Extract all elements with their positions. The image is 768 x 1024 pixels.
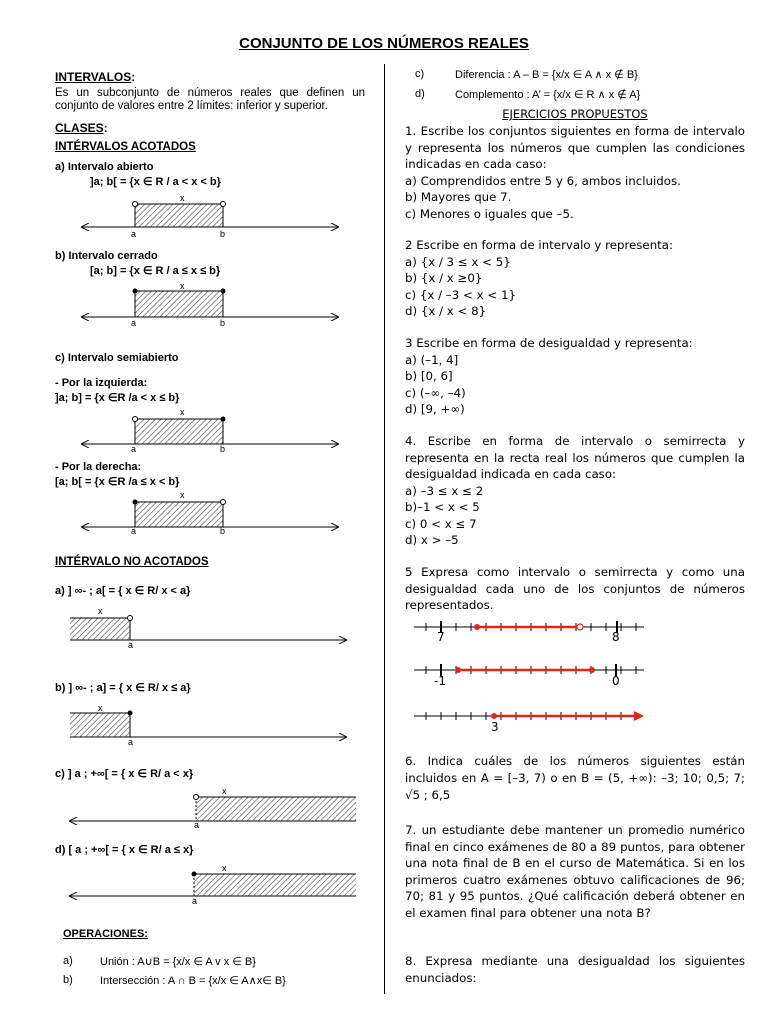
op-d-letter: d) [415,88,425,100]
diagram-right-unbounded-closed [68,866,358,906]
x-label: x [98,703,103,713]
op-union: Unión : A∪B = {x/x ∈ A v x ∈ B} [100,956,256,968]
no-acotados-heading: INTÉRVALO NO ACOTADOS [55,556,209,568]
diagram-left-open-interval [80,415,340,455]
nl2-right-label: 0 [612,674,620,688]
exercise-6: 6. Indica cuáles de los números siguientes están incluidos en A = [–3, 7) o en B = (5, +∞): –3; 10; 0,5; 7; √5 ; 6,5 [405,754,745,802]
exercise-3d: d) [9, +∞) [405,402,465,416]
exercise-1c: c) Menores o iguales que –5. [405,206,574,221]
column-divider [384,64,385,994]
b-label: b [220,526,226,536]
number-line-3 [414,706,650,726]
op-diferencia: Diferencia : A – B = {x/x ∈ A ∧ x ∉ B} [455,69,638,81]
exercise-3c: c) (–∞, –4) [405,385,466,400]
intervalos-text: Es un subconjunto de números reales que definen un conjunto de valores entre 2 límites: inferior y superior. [55,87,365,112]
no-acotado-b: b) ] ∞- ; a] = { x ∈ R/ x ≤ a} [55,682,191,694]
clases-heading: CLASES: [55,121,108,135]
exercise-2b: b) {x / x ≥0} [405,271,483,285]
x-label: x [180,281,185,291]
exercise-3b: b) [0, 6] [405,369,453,383]
op-b-letter: b) [63,974,73,986]
x-label: x [180,490,185,500]
exercise-1b: b) Mayores que 7. [405,190,512,204]
diagram-open-interval [80,195,340,240]
diagram-right-unbounded-open [68,790,358,830]
nl1-right-label: 8 [612,630,620,644]
a-label: a [131,229,137,239]
exercise-1a: a) Comprendidos entre 5 y 6, ambos incluidos. [405,173,681,188]
izquierda-formula: ]a; b] = {x ∈R /a < x ≤ b} [55,392,180,404]
exercise-8: 8. Expresa mediante una desigualdad los siguientes enunciados: [405,954,745,985]
diagram-closed-interval [80,283,340,328]
abierto-label: a) Intervalo abierto [55,161,154,173]
nl1-left-label: 7 [437,630,445,644]
cerrado-formula: [a; b] = {x ∈ R / a ≤ x ≤ b} [90,265,221,277]
cerrado-label: b) Intervalo cerrado [55,250,158,262]
a-label: a [192,896,198,906]
exercise-4d: d) x > –5 [405,533,459,547]
diagram-right-open-interval [80,499,340,539]
page-title: CONJUNTO DE LOS NÚMEROS REALES [239,35,529,52]
a-label: a [194,820,200,830]
exercise-2d: d) {x / x < 8} [405,304,487,318]
abierto-formula: ]a; b[ = {x ∈ R / a < x < b} [90,176,221,188]
ejercicios-heading: EJERCICIOS PROPUESTOS [502,107,648,121]
exercise-1: 1. Escribe los conjuntos siguientes en forma de intervalo y representa los números que cumplen las condiciones indicadas en cada caso: [405,124,745,171]
nl3-label: 3 [491,720,499,734]
no-acotado-d: d) [ a ; +∞[ = { x ∈ R/ a ≤ x} [55,844,194,856]
exercise-4c: c) 0 < x ≤ 7 [405,516,477,531]
x-label: x [98,606,103,616]
x-label: x [180,407,185,417]
operaciones-heading: OPERACIONES: [63,928,148,940]
x-label: x [222,786,227,796]
exercise-5: 5 Expresa como intervalo o semirrecta y como una desigualdad cada uno de los conjuntos de números representados. [405,565,745,612]
exercise-2a: a) {x / 3 ≤ x < 5} [405,254,511,269]
op-complemento: Complemento : A’ = {x/x ∈ R ∧ x ∉ A} [455,89,641,101]
op-interseccion: Intersección : A ∩ B = {x/x ∈ A∧x∈ B} [100,975,286,987]
op-c-letter: c) [415,68,425,80]
x-label: x [222,863,227,873]
diagram-left-unbounded-open [68,608,348,648]
a-label: a [131,444,137,454]
diagram-left-unbounded-closed [68,703,348,743]
exercise-2c: c) {x / –3 < x < 1} [405,287,516,302]
a-label: a [128,737,134,747]
exercise-3a: a) (–1, 4] [405,352,459,367]
derecha-label: - Por la derecha: [55,461,142,473]
exercise-4a: a) –3 ≤ x ≤ 2 [405,483,484,498]
a-label: a [131,526,137,536]
derecha-formula: [a; b[ = {x ∈R /a ≤ x < b} [55,476,180,488]
exercise-3: 3 Escribe en forma de desigualdad y representa: [405,336,693,350]
exercise-4: 4. Escribe en forma de intervalo o semirrecta y representa en la recta real los números que cumplen la desigualdad indicada en cada caso: [405,434,745,481]
b-label: b [220,318,226,328]
x-label: x [180,193,185,203]
exercise-7: 7. un estudiante debe mantener un promedio numérico final en cinco exámenes de 80 a 89 puntos, para obtener una nota final de B en el curso de Matemática. Si en los primeros cuatro exámenes obtuvo calificaciones de 96; 70; 81 y 95 puntos. ¿Qué calificación deberá obtener en el examen final para obtener una nota B? [405,823,745,920]
nl2-left-label: -1 [434,674,446,688]
exercise-2: 2 Escribe en forma de intervalo y representa: [405,238,673,252]
a-label: a [131,318,137,328]
semiabierto-label: c) Intervalo semiabierto [55,352,179,364]
exercise-4b: b)–1 < x < 5 [405,500,480,514]
b-label: b [220,229,226,239]
acotados-heading: INTÉRVALOS ACOTADOS [55,141,196,153]
no-acotado-a: a) ] ∞- ; a[ = { x ∈ R/ x < a} [55,585,191,597]
intervalos-heading: INTERVALOS: [55,70,136,84]
b-label: b [220,444,226,454]
op-a-letter: a) [63,955,73,967]
a-label: a [128,640,134,650]
izquierda-label: - Por la izquierda: [55,377,148,389]
no-acotado-c: c) ] a ; +∞[ = { x ∈ R/ a < x} [55,768,194,780]
